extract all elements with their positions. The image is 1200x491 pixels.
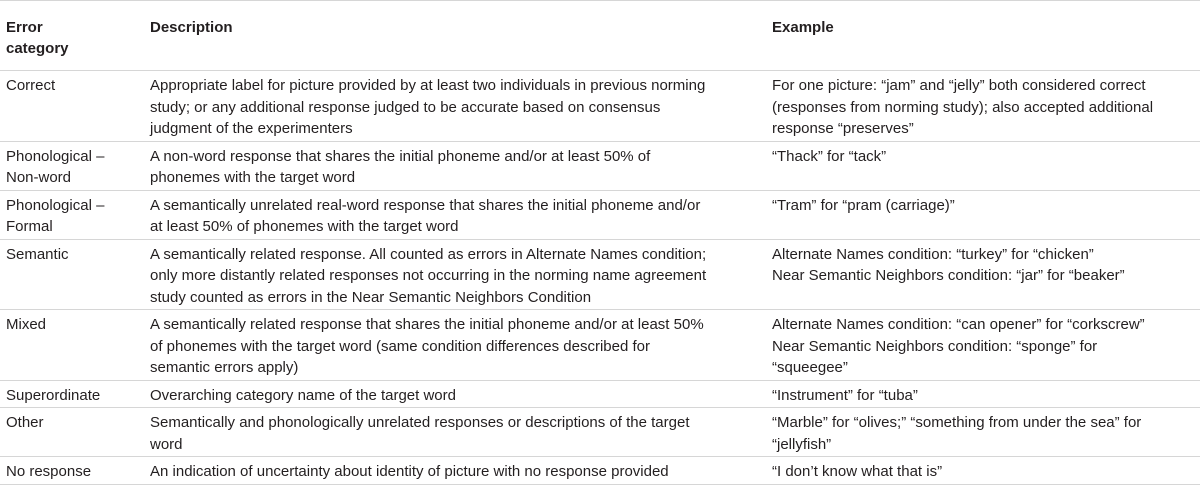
cell-description-line: A non-word response that shares the initial phoneme and/or at least 50% of [150,147,651,165]
cell-category [0,239,145,310]
table-row [0,190,1200,239]
cell-example-line: “I don’t know what that is” [772,463,943,480]
cell-example-line: response “preserves” [772,120,914,137]
cell-example-line: Near Semantic Neighbors condition: “sponge” for [772,337,1098,355]
header-error-category [0,1,145,71]
cell-description-line: A semantically unrelated real-word response that shares the initial phoneme and/or [150,196,701,214]
cell-example [767,190,1200,239]
cell-example-line: “jellyfish” [772,435,832,453]
cell-category-line: Non-word [6,169,72,186]
cell-example [767,141,1200,190]
cell-description-line: An indication of uncertainty about identity of picture with no response provided [150,463,669,480]
cell-example-line: Alternate Names condition: “turkey” for “chicken” [772,245,1094,263]
cell-description-line: Semantically and phonologically unrelated responses or descriptions of the target [150,414,690,431]
header-description: Description [145,1,767,71]
table-row [0,310,1200,381]
cell-example-line: Near Semantic Neighbors condition: “jar” for “beaker” [772,267,1125,284]
cell-description-line: word [150,435,183,453]
cell-category [0,71,145,142]
table-row [0,141,1200,190]
cell-description [145,141,767,190]
cell-category-line: Superordinate [6,386,101,404]
cell-example-line: “squeegee” [772,359,848,376]
cell-example [767,380,1200,408]
table-body [0,71,1200,485]
cell-category [0,380,145,408]
cell-category-line: Other [6,414,44,431]
cell-description [145,71,767,142]
cell-category [0,141,145,190]
cell-description-line: study counted as errors in the Near Semantic Neighbors Condition [150,288,592,306]
header-error-category-line-2: category [6,40,69,57]
table-row [0,408,1200,457]
table-row [0,457,1200,485]
table-row [0,239,1200,310]
cell-category-line: Formal [6,218,53,235]
cell-example-line: “Thack” for “tack” [772,147,887,165]
cell-description [145,380,767,408]
cell-description-line: judgment of the experimenters [150,120,353,137]
cell-category [0,310,145,381]
cell-description-line: semantic errors apply) [150,359,299,376]
cell-example [767,408,1200,457]
cell-description-line: Appropriate label for picture provided by at least two individuals in previous norming [150,77,706,94]
cell-example-line: (responses from norming study); also accepted additional [772,98,1154,116]
cell-description-line: study; or any additional response judged to be accurate based on consensus [150,98,661,116]
cell-example-line: “Marble” for “olives;” “something from under the sea” for [772,414,1142,431]
cell-example [767,457,1200,485]
cell-example-line: Alternate Names condition: “can opener” for “corkscrew” [772,316,1145,333]
cell-description [145,190,767,239]
table-row [0,380,1200,408]
cell-description-line: A semantically related response. All counted as errors in Alternate Names condition; [150,245,707,263]
cell-description [145,457,767,485]
cell-category-line: Correct [6,77,56,94]
cell-category [0,457,145,485]
cell-category-line: Semantic [6,245,69,263]
table-row [0,71,1200,142]
cell-example [767,310,1200,381]
cell-category-line: Phonological – [6,147,105,165]
header-error-category-line-1: Error [6,19,43,36]
header-row [0,1,1200,71]
cell-example-line: “Instrument” for “tuba” [772,386,918,404]
cell-description [145,408,767,457]
cell-description-line: A semantically related response that shares the initial phoneme and/or at least 50% [150,316,704,333]
cell-example [767,71,1200,142]
cell-category-line: Mixed [6,316,47,333]
cell-description [145,239,767,310]
cell-category-line: No response [6,463,92,480]
cell-description-line: Overarching category name of the target word [150,386,456,404]
cell-category-line: Phonological – [6,196,105,214]
cell-example-line: “Tram” for “pram (carriage)” [772,196,955,214]
cell-example-line: For one picture: “jam” and “jelly” both considered correct [772,77,1146,94]
cell-description-line: only more distantly related responses not occurring in the norming name agreement [150,267,707,284]
cell-example [767,239,1200,310]
header-example: Example [767,1,1200,71]
cell-description-line: of phonemes with the target word (same condition differences described for [150,337,650,355]
cell-category [0,190,145,239]
cell-category [0,408,145,457]
cell-description-line: at least 50% of phonemes with the target word [150,218,459,235]
cell-description-line: phonemes with the target word [150,169,356,186]
table-header [0,1,1200,71]
cell-description [145,310,767,381]
